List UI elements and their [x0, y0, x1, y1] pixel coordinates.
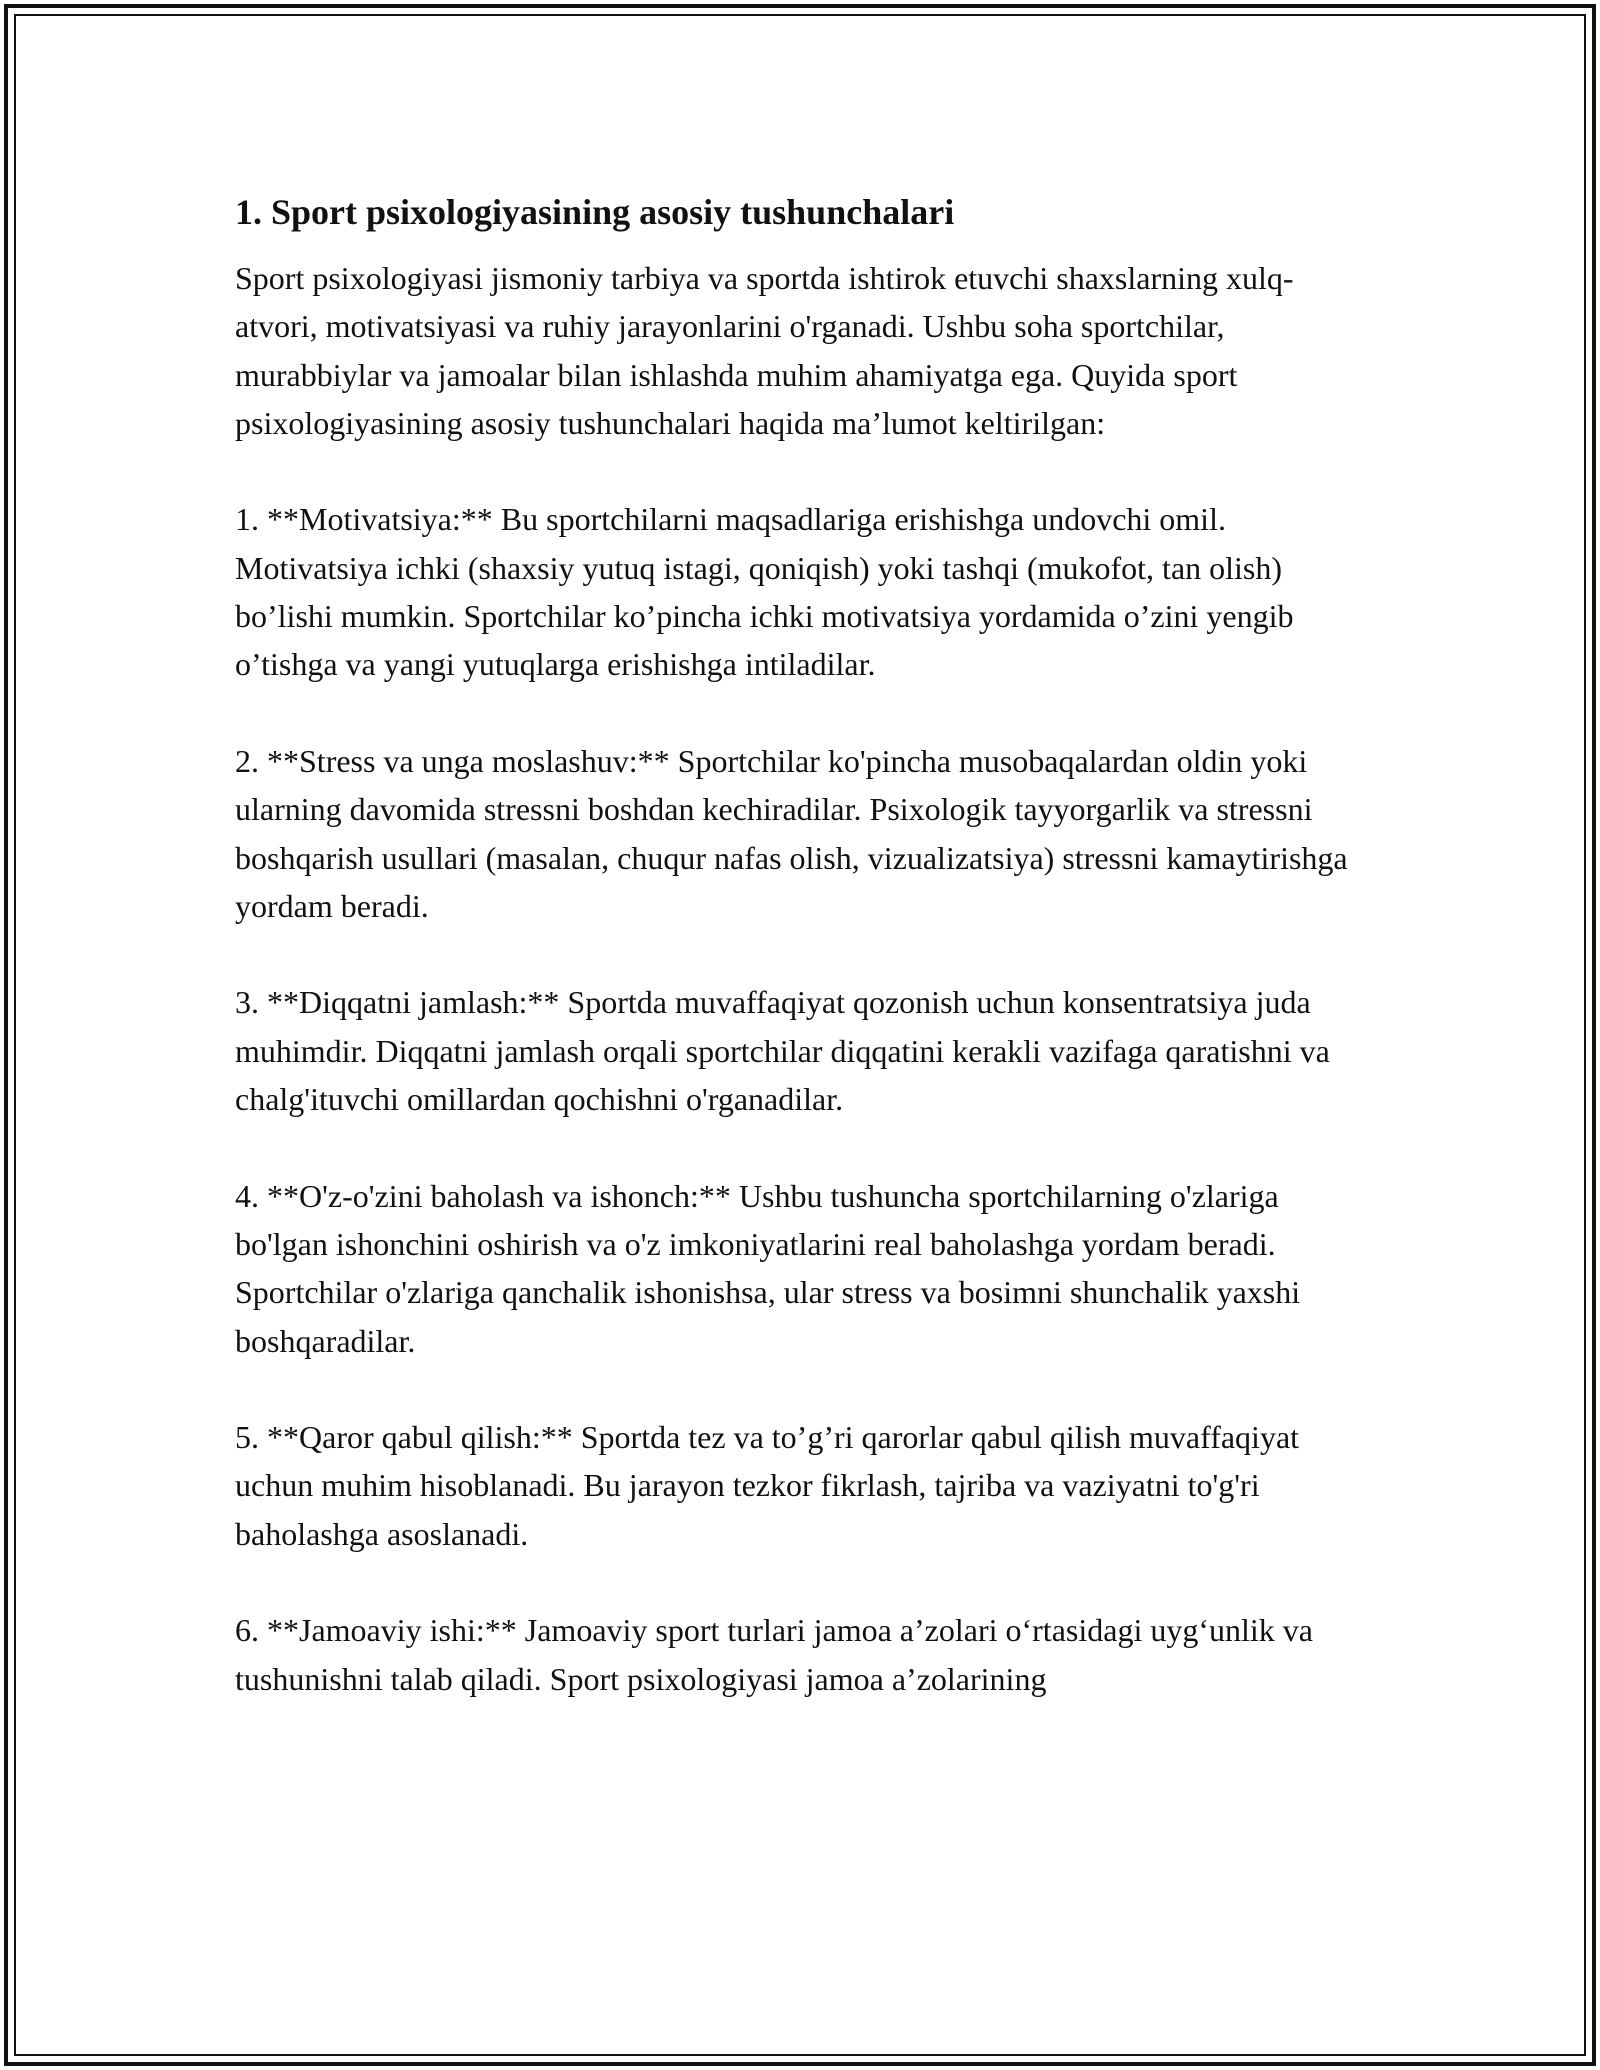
list-item-jamoaviy: 6. **Jamoaviy ishi:** Jamoaviy sport turlari jamoa a’zolari o‘rtasidagi uyg‘unlik va tushunishni talab qiladi. Sport psixologiyasi jamoa a’zolarining — [235, 1612, 1313, 1697]
intro-paragraph: Sport psixologiyasi jismoniy tarbiya va sportda ishtirok etuvchi shaxslarning xulq-atvori, motivatsiyasi va ruhiy jarayonlarini o'rganadi. Ushbu soha sportchilar, murabbiylar va jamoalar bilan ishlashda muhim ahamiyatga ega. Quyida sport psixologiyasining asosiy tushunchalari haqida ma’lumot keltirilgan: — [235, 260, 1294, 441]
document-body — [235, 186, 1365, 1751]
list-item-qaror: 5. **Qaror qabul qilish:** Sportda tez va to’g’ri qarorlar qabul qilish muvaffaqiyat uchun muhim hisoblanadi. Bu jarayon tezkor fikrlash, tajriba va vaziyatni to'g'ri baholashga asoslanadi. — [235, 1419, 1300, 1552]
list-item-ishonch: 4. **O'z-o'zini baholash va ishonch:** Ushbu tushuncha sportchilarning o'zlariga bo'lgan ishonchini oshirish va o'z imkoniyatlarini real baholashga yordam beradi. Sportchilar o'zlariga qanchalik ishonishsa, ular stress va bosimni shunchalik yaxshi boshqaradilar. — [235, 1177, 1301, 1359]
list-item-stress: 2. **Stress va unga moslashuv:** Sportchilar ko'pincha musobaqalardan oldin yoki ularning davomida stressni boshdan kechiradilar. Psixologik tayyorgarlik va stressni boshqarish usullari (masalan, chuqur nafas olish, vizualizatsiya) stressni kamaytirishga yordam beradi. — [235, 742, 1348, 924]
list-item-motivatsiya: 1. **Motivatsiya:** Bu sportchilarni maqsadlariga erishishga undovchi omil. Motivatsiya ichki (shaxsiy yutuq istagi, qoniqish) yoki tashqi (mukofot, tan olish) bo’lishi mumkin. Sportchilar ko’pincha ichki motivatsiya yordamida o’zini yengib o’tishga va yangi yutuqlarga erishishga intiladilar. — [235, 501, 1294, 683]
list-item-diqqat: 3. **Diqqatni jamlash:** Sportda muvaffaqiyat qozonish uchun konsentratsiya juda muhimdir. Diqqatni jamlash orqali sportchilar diqqatini kerakli vazifaga qaratishni va chalg'ituvchi omillardan qochishni o'rganadilar. — [235, 984, 1330, 1118]
section-heading: 1. Sport psixologiyasining asosiy tushunchalari — [235, 192, 955, 232]
